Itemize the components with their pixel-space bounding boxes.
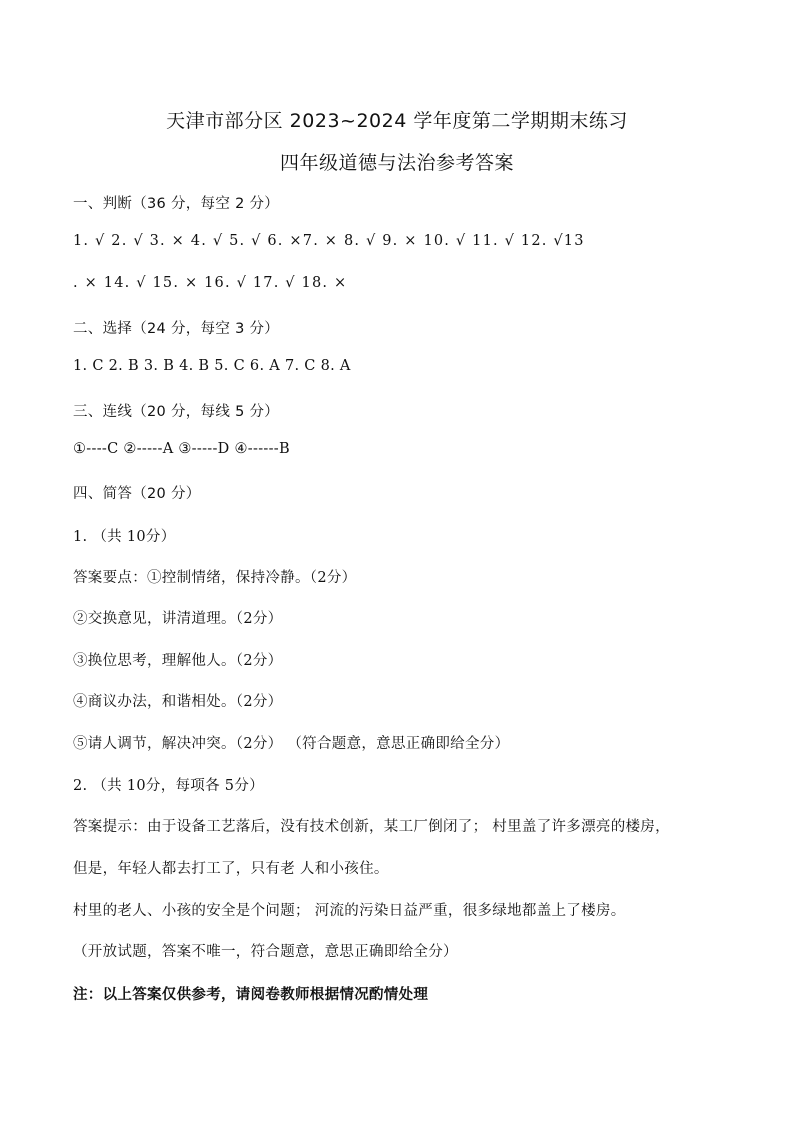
question-1-point: ③换位思考，理解他人。（2分） bbox=[73, 653, 283, 669]
section-choice-heading: 二、选择（24 分，每空 3 分） bbox=[73, 321, 280, 337]
document-subtitle: 四年级道德与法治参考答案 bbox=[279, 152, 514, 174]
question-1-point: ②交换意见，讲清道理。（2分） bbox=[73, 611, 283, 627]
question-2-line: （开放试题，答案不唯一，符合题意，意思正确即给全分） bbox=[73, 944, 458, 960]
question-2-line: 但是，年轻人都去打工了，只有老 人和小孩住。 bbox=[73, 861, 389, 877]
match-answers: ①----C ②-----A ③-----D ④------B bbox=[73, 441, 290, 457]
question-2-line: 答案提示：由于设备工艺落后，没有技术创新，某工厂倒闭了； 村里盖了许多漂亮的楼房， bbox=[73, 819, 670, 835]
judge-answers-line-1: 1. √ 2. √ 3. × 4. √ 5. √ 6. ×7. × 8. √ 9. × 10. √ 11. √ 12. √13 bbox=[73, 233, 585, 249]
section-judge-heading: 一、判断（36 分，每空 2 分） bbox=[73, 196, 280, 212]
question-1-point: ⑤请人调节，解决冲突。（2分） （符合题意，意思正确即给全分） bbox=[73, 736, 510, 752]
judge-answers-line-2: . × 14. √ 15. × 16. √ 17. √ 18. × bbox=[73, 275, 348, 291]
question-1-point: ④商议办法，和谐相处。（2分） bbox=[73, 694, 283, 710]
section-match-heading: 三、连线（20 分，每线 5 分） bbox=[73, 404, 280, 420]
document-title: 天津市部分区 2023~2024 学年度第二学期期末练习 bbox=[166, 110, 628, 132]
grading-note: 注：以上答案仅供参考，请阅卷教师根据情况酌情处理 bbox=[73, 986, 429, 1003]
question-2-line: 村里的老人、小孩的安全是个问题； 河流的污染日益严重，很多绿地都盖上了楼房。 bbox=[73, 903, 626, 919]
question-1-title: 1. （共 10分） bbox=[73, 529, 176, 545]
question-1-point: 答案要点：①控制情绪，保持冷静。（2分） bbox=[73, 570, 357, 586]
question-2-title: 2. （共 10分，每项各 5分） bbox=[73, 778, 264, 794]
section-short-heading: 四、简答（20 分） bbox=[73, 486, 201, 502]
choice-answers: 1. C 2. B 3. B 4. B 5. C 6. A 7. C 8. A bbox=[73, 358, 351, 374]
